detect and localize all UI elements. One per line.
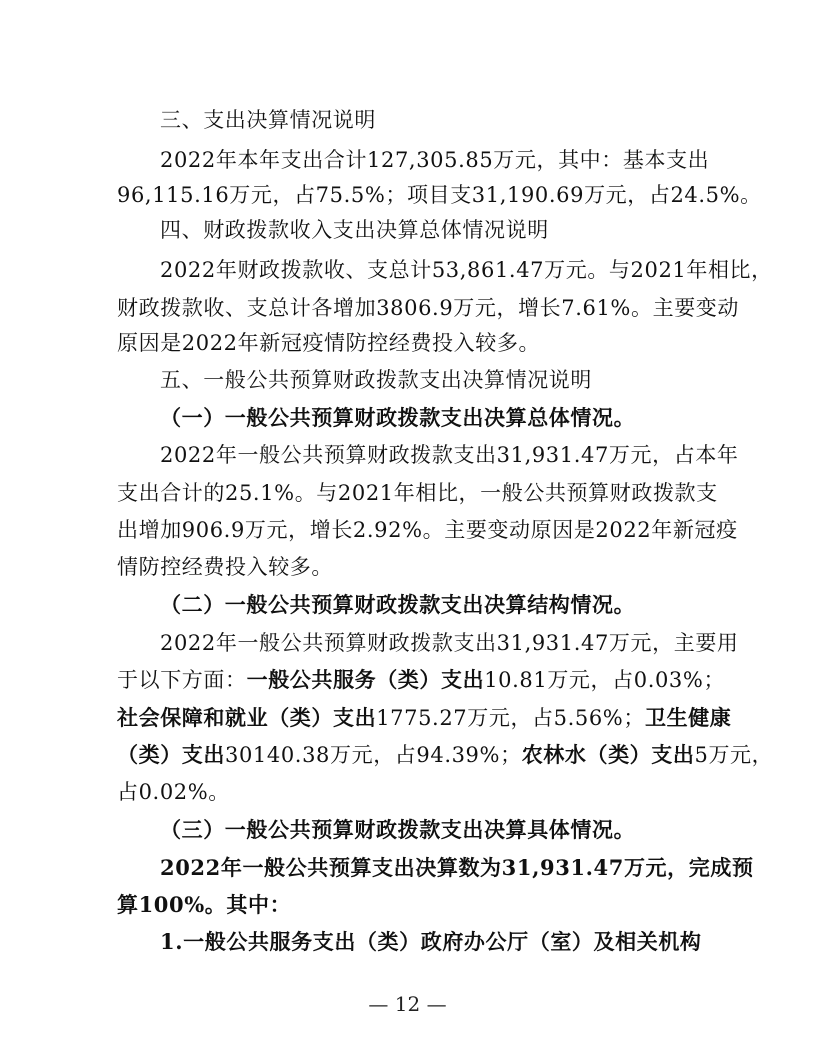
paragraph-line: 2022年一般公共预算财政拨款支出31,931.47万元，主要用 [160,631,739,655]
paragraph-line [117,703,731,733]
paragraph-line: 2022年一般公共预算支出决算数为31,931.47万元，完成预 [160,855,754,880]
paragraph-line: 出增加906.9万元，增长2.92%。主要变动原因是2022年新冠疫 [117,518,738,542]
page-number: — 12 — [368,992,447,1016]
paragraph-line: 原因是2022年新冠疫情防控经费投入较多。 [117,331,541,355]
paragraph-line [117,740,773,770]
subheading-details: （三）一般公共预算财政拨款支出决算具体情况。 [160,817,636,842]
category-label: 卫生健康 [644,705,732,730]
text-run: 于以下方面： [117,668,247,692]
section-heading-expenditure: 三、支出决算情况说明 [160,108,376,132]
paragraph-line: 支出合计的25.1%。与2021年相比，一般公共预算财政拨款支 [117,481,718,505]
category-label: 农林水（类）支出 [521,742,695,767]
text-run: 5万元， [694,743,774,767]
paragraph-line [117,665,725,695]
paragraph-line: 财政拨款收、支总计各增加3806.9万元，增长7.61%。主要变动 [117,296,739,320]
subheading-overall: （一）一般公共预算财政拨款支出决算总体情况。 [160,405,636,430]
paragraph-line: 情防控经费投入较多。 [117,555,333,579]
subheading-structure: （二）一般公共预算财政拨款支出决算结构情况。 [160,592,636,617]
section-heading-general-budget: 五、一般公共预算财政拨款支出决算情况说明 [160,368,592,392]
paragraph-line: 2022年财政拨款收、支总计53,861.47万元。与2021年相比， [160,258,773,282]
text-run: 10.81万元，占0.03%； [484,668,726,692]
category-label: 社会保障和就业（类）支出 [117,705,377,730]
paragraph-line: 算100%。其中： [117,892,292,917]
paragraph-line: 占0.02%。 [117,780,230,804]
paragraph-line: 2022年本年支出合计127,305.85万元，其中：基本支出 [160,148,710,172]
category-label: （类）支出 [117,742,225,767]
paragraph-line: 2022年一般公共预算财政拨款支出31,931.47万元，占本年 [160,443,739,467]
paragraph-line: 1.一般公共服务支出（类）政府办公厅（室）及相关机构 [160,929,702,954]
paragraph-line: 96,115.16万元，占75.5%；项目支31,190.69万元，占24.5%。 [117,183,762,207]
text-run: 30140.38万元，占94.39%； [225,743,522,767]
category-label: 一般公共服务（类）支出 [246,667,485,692]
section-heading-fiscal-appropriation: 四、财政拨款收入支出决算总体情况说明 [160,218,549,242]
text-run: 1775.27万元，占5.56%； [376,706,645,730]
